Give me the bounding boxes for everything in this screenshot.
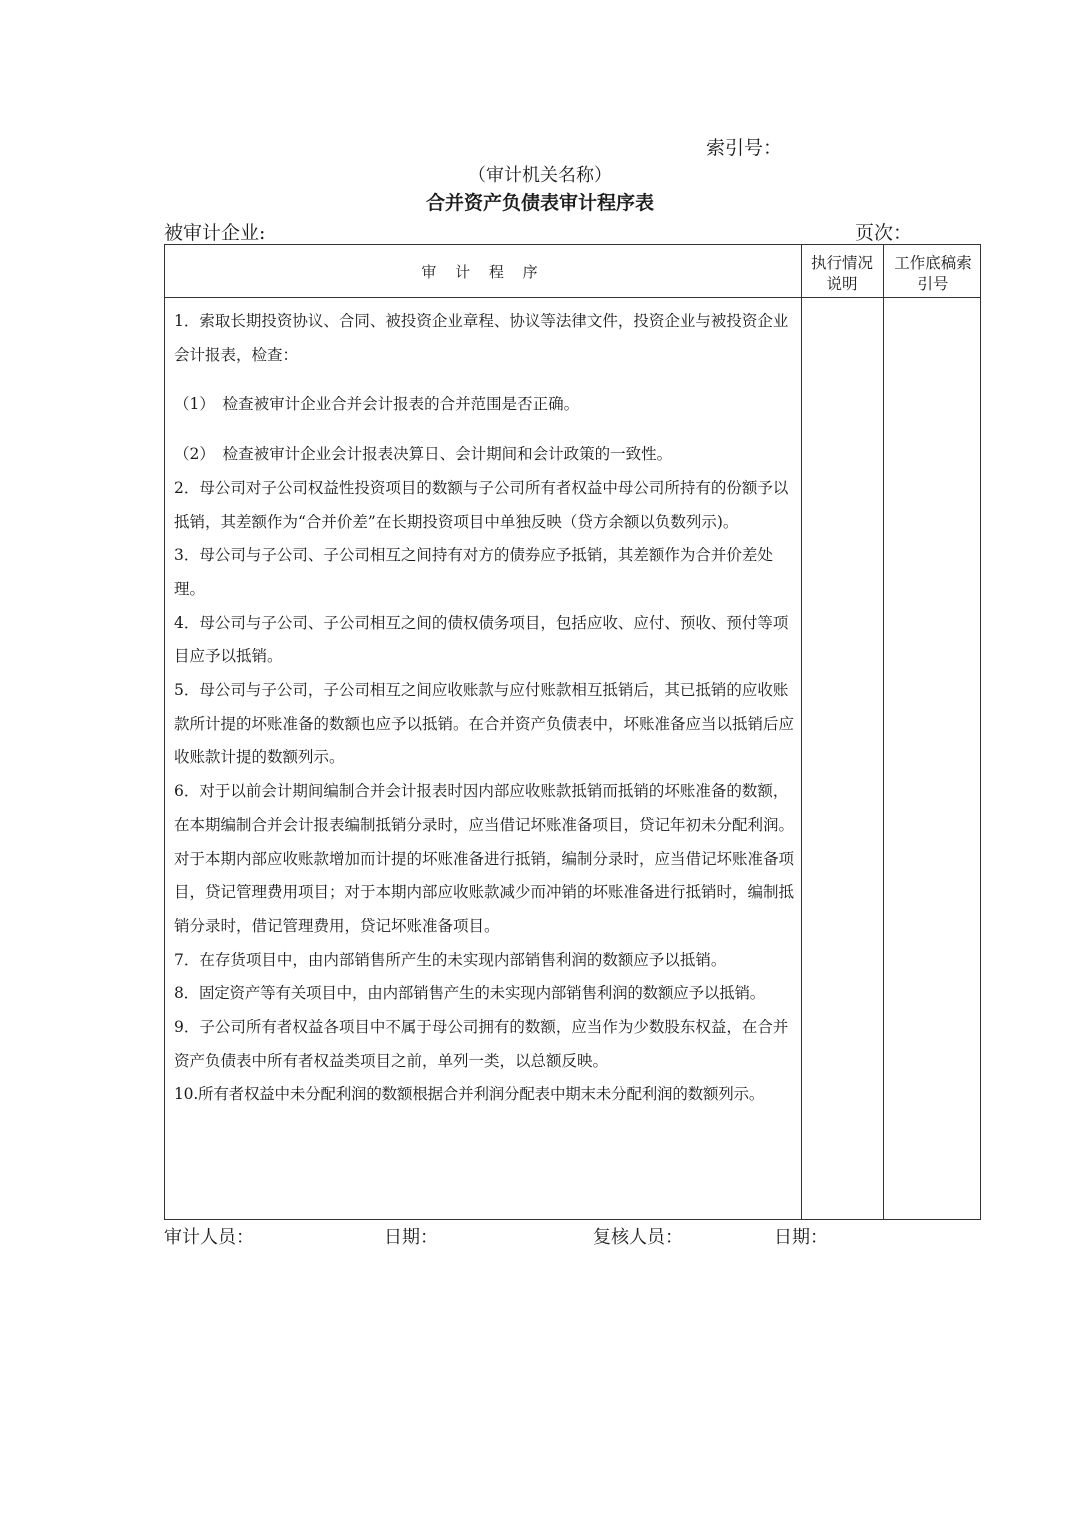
procedure-item: 10.所有者权益中未分配利润的数额根据合并利润分配表中期末未分配利润的数额列示。 (174, 1085, 765, 1104)
procedure-item: 4．母公司与子公司、子公司相互之间的债权债务项目，包括应收、应付、预收、预付等项目应予以抵销。 (174, 613, 789, 666)
review-date-label: 日期： (774, 1227, 828, 1248)
column-divider (801, 245, 802, 1219)
procedure-list (174, 305, 800, 1112)
audit-date-label: 日期： (384, 1227, 438, 1248)
page-title: 合并资产负债表审计程序表 (425, 192, 654, 214)
auditor-label: 审计人员： (164, 1227, 254, 1248)
procedure-item: 9．子公司所有者权益各项目中不属于母公司拥有的数额，应当作为少数股东权益，在合并资产负债表中所有者权益类项目之前，单列一类，以总额反映。 (174, 1018, 789, 1070)
header-divider (165, 297, 980, 298)
procedure-item: 3．母公司与子公司、子公司相互之间持有对方的债券应予抵销，其差额作为合并价差处理。 (174, 546, 773, 598)
column-header-reference: 工作底稿索引号 (894, 254, 972, 293)
reviewer-label: 复核人员： (593, 1227, 683, 1248)
procedure-item: 5．母公司与子公司，子公司相互之间应收账款与应付账款相互抵销后，其已抵销的应收账款所计提的坏账准备的数额也应予以抵销。在合并资产负债表中，坏账准备应当以抵销后应收账款计提的数额列示。 (174, 681, 795, 767)
audit-procedure-table (164, 244, 981, 1220)
page-number-label: 页次： (855, 222, 913, 244)
column-divider (883, 245, 884, 1219)
procedure-subitem: （2） 检查被审计企业会计报表决算日、会计期间和会计政策的一致性。 (174, 445, 673, 464)
procedure-item: 8．固定资产等有关项目中，由内部销售产生的未实现内部销售利润的数额应予以抵销。 (174, 984, 766, 1003)
procedure-item: 6．对于以前会计期间编制合并会计报表时因内部应收账款抵销而抵销的坏账准备的数额，在本期编制合并会计报表编制抵销分录时，应当借记坏账准备项目，贷记年初未分配利润。对于本期内部应收账款增加而计提的坏账准备进行抵销，编制分录时，应当借记坏账准备项目，贷记管理费用项目；对于本期内部应收账款减少而冲销的坏账准备进行抵销时，编制抵销分录时，借记管理费用，贷记坏账准备项目。 (174, 782, 795, 935)
index-number-label: 索引号： (706, 137, 783, 159)
procedure-item: 7．在存货项目中，由内部销售所产生的未实现内部销售利润的数额应予以抵销。 (174, 950, 727, 969)
procedure-item: 2．母公司对子公司权益性投资项目的数额与子公司所有者权益中母公司所持有的份额予以抵销，其差额作为“合并价差”在长期投资项目中单独反映（贷方余额以负数列示)。 (174, 478, 789, 531)
audit-org-name: （审计机关名称） (468, 165, 612, 186)
procedure-subitem: （1） 检查被审计企业合并会计报表的合并范围是否正确。 (174, 395, 580, 414)
audited-entity-label: 被审计企业: (164, 222, 266, 244)
procedure-item: 1．索取长期投资协议、合同、被投资企业章程、协议等法律文件，投资企业与被投资企业会计报表，检查： (174, 312, 789, 364)
column-header-execution: 执行情况说明 (810, 254, 873, 293)
column-header-procedure: 审 计 程 序 (421, 262, 545, 281)
